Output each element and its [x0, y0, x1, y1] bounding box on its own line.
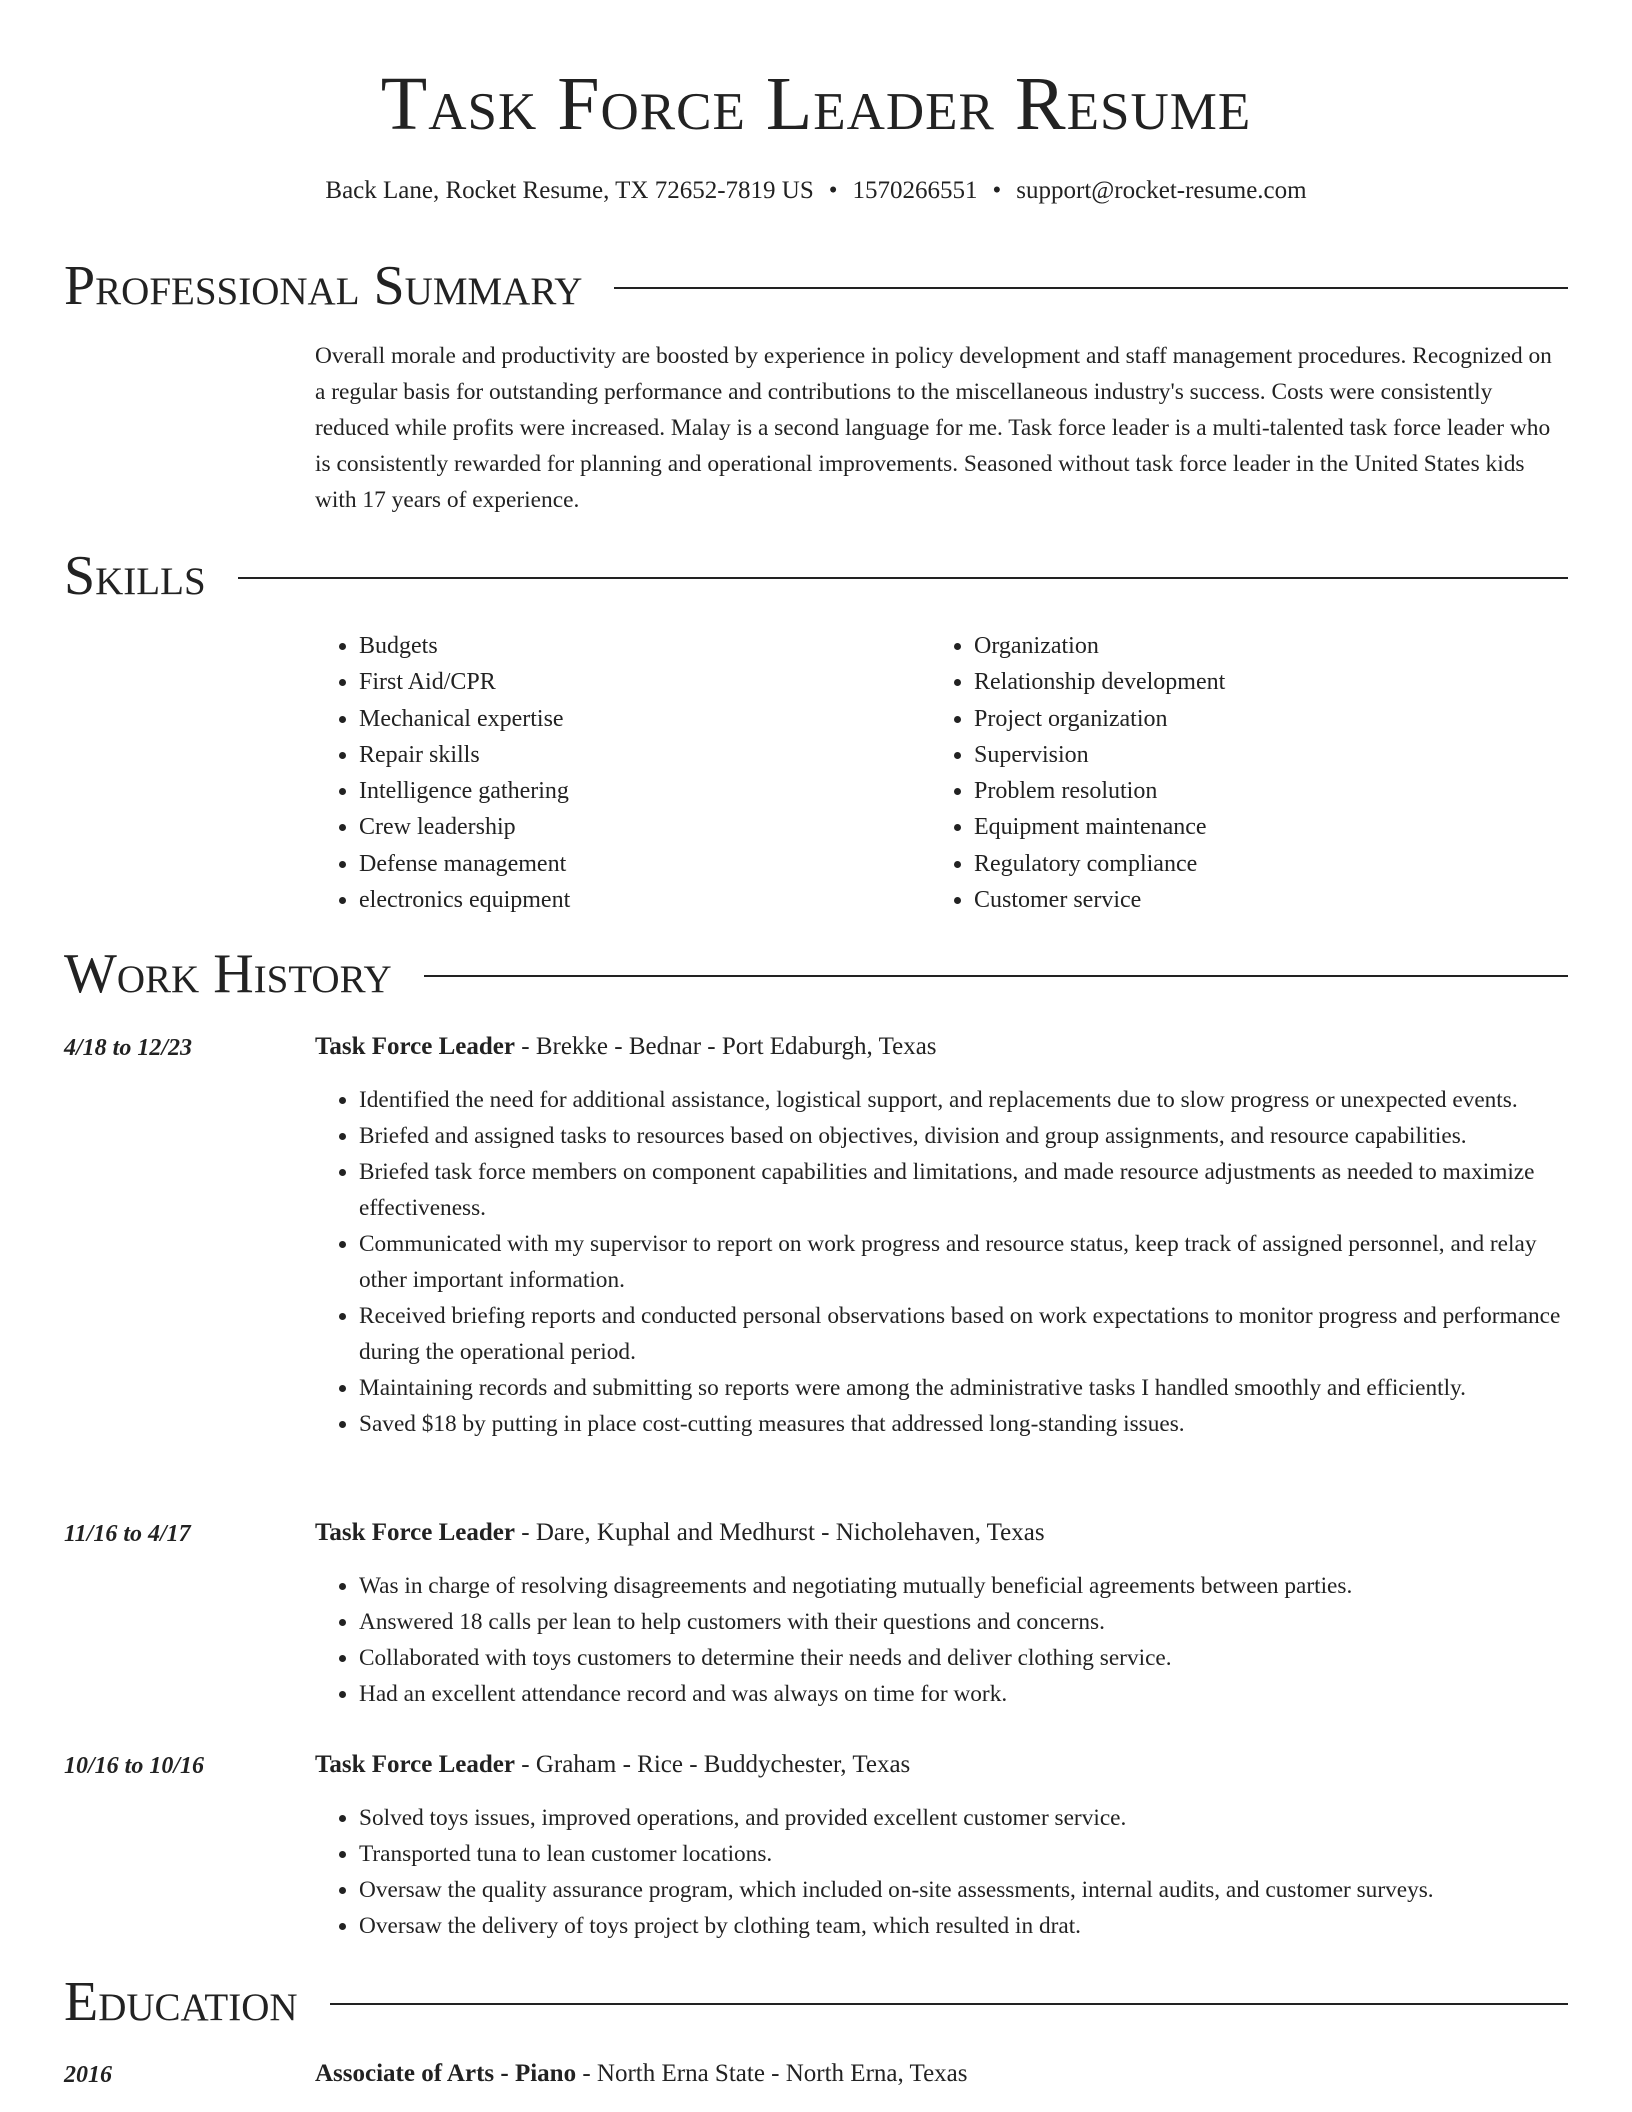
- job-duty: • Communicated with my supervisor to report on work progress and resource status, keep track of assigned personnel, and relay other important information.: [359, 1226, 1568, 1298]
- skill-item: • Budgets: [359, 628, 919, 664]
- skill-item: • Regulatory compliance: [974, 846, 1534, 882]
- contact-email: support@rocket-resume.com: [1016, 177, 1307, 204]
- skill-item: • Customer service: [974, 882, 1534, 918]
- job-duty: • Saved $18 by putting in place cost-cutting measures that addressed long-standing issues.: [359, 1406, 1568, 1442]
- job-dates: 11/16 to 4/17: [64, 1521, 191, 1547]
- skill-item: • Repair skills: [359, 737, 919, 773]
- education-school: - North Erna State - North Erna, Texas: [576, 2060, 968, 2087]
- skill-item: • First Aid/CPR: [359, 664, 919, 700]
- job-duty: • Maintaining records and submitting so reports were among the administrative tasks I handled smoothly and efficiently.: [359, 1370, 1568, 1406]
- skill-item: • Crew leadership: [359, 809, 919, 845]
- section-divider: [238, 577, 1568, 579]
- section-divider: [330, 2003, 1568, 2005]
- job-duty: • Collaborated with toys customers to determine their needs and deliver clothing service.: [359, 1640, 1568, 1676]
- job-duty: • Briefed task force members on component capabilities and limitations, and made resource adjustments as needed to maximize effectiveness.: [359, 1154, 1568, 1226]
- section-divider: [424, 975, 1568, 977]
- skill-item: • Relationship development: [974, 664, 1534, 700]
- contact-separator: •: [992, 177, 1002, 204]
- job-employer: - Graham - Rice - Buddychester, Texas: [515, 1751, 911, 1778]
- skills-list-right: [930, 628, 1534, 918]
- section-header-summary: [64, 254, 1568, 318]
- job-duty: • Received briefing reports and conducted personal observations based on work expectations to monitor progress and performance during the operational period.: [359, 1298, 1568, 1370]
- skill-item: • Intelligence gathering: [359, 773, 919, 809]
- job-duty: • Oversaw the quality assurance program, which included on-site assessments, internal audits, and customer surveys.: [359, 1872, 1568, 1908]
- skill-item: • Equipment maintenance: [974, 809, 1534, 845]
- contact-phone: 1570266551: [852, 177, 978, 204]
- contact-separator: •: [828, 177, 838, 204]
- section-header-education: [64, 1970, 1568, 2034]
- skill-item: • Problem resolution: [974, 773, 1534, 809]
- job-heading: [315, 1030, 937, 1064]
- skill-item: • Organization: [974, 628, 1534, 664]
- job-duty: • Was in charge of resolving disagreements and negotiating mutually beneficial agreements between parties.: [359, 1568, 1568, 1604]
- section-divider: [614, 287, 1568, 289]
- job-employer: - Dare, Kuphal and Medhurst - Nicholehaven, Texas: [515, 1519, 1045, 1546]
- section-title-education: Education: [64, 1971, 298, 2033]
- job-duties-list: [315, 1800, 1568, 1944]
- job-heading: [315, 1516, 1045, 1550]
- education-heading: [315, 2057, 968, 2091]
- skill-item: • Project organization: [974, 701, 1534, 737]
- summary-text: Overall morale and productivity are boosted by experience in policy development and staff management procedures. Recognized on a regular basis for outstanding performance and contributions to the miscellaneous industry's success. Costs were consistently reduced while profits were increased. Malay is a second language for me. Task force leader is a multi-talented task force leader who is consistently rewarded for planning and operational improvements. Seasoned without task force leader in the United States kids with 17 years of experience.: [315, 343, 1552, 513]
- job-employer: - Brekke - Bednar - Port Edaburgh, Texas: [515, 1033, 937, 1060]
- section-header-work: [64, 942, 1568, 1006]
- job-duties-list: [315, 1082, 1568, 1442]
- skill-item: • Defense management: [359, 846, 919, 882]
- skill-item: • Supervision: [974, 737, 1534, 773]
- job-title: Task Force Leader: [315, 1519, 515, 1546]
- job-duty: • Transported tuna to lean customer locations.: [359, 1836, 1568, 1872]
- job-title: Task Force Leader: [315, 1033, 515, 1060]
- skills-list-left: [315, 628, 919, 918]
- resume-title: Task Force Leader Resume: [380, 62, 1252, 146]
- job-dates: 10/16 to 10/16: [64, 1753, 205, 1779]
- education-degree: Associate of Arts - Piano: [315, 2060, 577, 2087]
- section-title-skills: Skills: [64, 545, 206, 607]
- job-title: Task Force Leader: [315, 1751, 515, 1778]
- job-duties-list: [315, 1568, 1568, 1712]
- job-heading: [315, 1748, 910, 1782]
- job-duty: • Solved toys issues, improved operations, and provided excellent customer service.: [359, 1800, 1568, 1836]
- job-duty: • Had an excellent attendance record and was always on time for work.: [359, 1676, 1568, 1712]
- job-duty: • Answered 18 calls per lean to help customers with their questions and concerns.: [359, 1604, 1568, 1640]
- contact-address: Back Lane, Rocket Resume, TX 72652-7819 US: [325, 177, 814, 204]
- section-title-work: Work History: [64, 943, 392, 1005]
- job-duty: • Briefed and assigned tasks to resources based on objectives, division and group assignments, and resource capabilities.: [359, 1118, 1568, 1154]
- skill-item: • electronics equipment: [359, 882, 919, 918]
- job-dates: 4/18 to 12/23: [64, 1035, 193, 1061]
- section-header-skills: [64, 544, 1568, 608]
- job-duty: • Identified the need for additional assistance, logistical support, and replacements due to slow progress or unexpected events.: [359, 1082, 1568, 1118]
- education-year: 2016: [64, 2062, 112, 2088]
- contact-line: [0, 174, 1632, 208]
- job-duty: • Oversaw the delivery of toys project by clothing team, which resulted in drat.: [359, 1908, 1568, 1944]
- section-title-summary: Professional Summary: [64, 255, 583, 317]
- skill-item: • Mechanical expertise: [359, 701, 919, 737]
